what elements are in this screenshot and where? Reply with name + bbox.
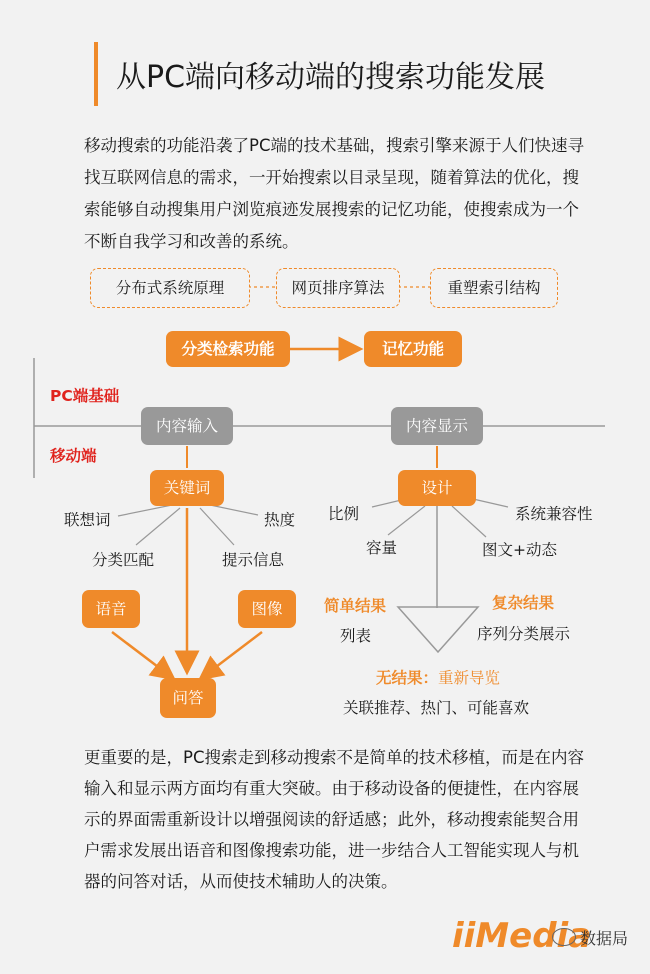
mobile-label: 移动端	[50, 447, 97, 465]
design-box: 设计	[398, 470, 476, 506]
no-result-row	[376, 666, 500, 688]
voice-box: 语音	[82, 590, 140, 628]
foundation-index-structure: 重塑索引结构	[430, 268, 558, 308]
simple-result-title: 简单结果	[324, 597, 387, 615]
keyword-box: 关键词	[150, 470, 224, 506]
category-match-label: 分类匹配	[92, 551, 155, 569]
rich-media-label: 图文+动态	[482, 541, 557, 559]
no-result-action: 重新导览	[438, 669, 501, 687]
hint-info-label: 提示信息	[222, 551, 285, 569]
content-input-stage: 内容输入	[141, 407, 233, 445]
no-result-title: 无结果：	[376, 669, 439, 687]
conclusion-paragraph: 更重要的是，PC搜索走到移动搜索不是简单的技术移植，而是在内容输入和显示两方面均有重大突破。由于移动设备的便捷性，在内容展示的界面需重新设计以增强阅读的舒适感；此外，移动搜索能契合用户需求发展出语音和图像搜索功能，进一步结合人工智能实现人与机器的问答对话，从而使技术辅助人的决策。	[84, 748, 584, 891]
complex-result-desc: 序列分类展示	[477, 625, 571, 643]
associated-words-label: 联想词	[64, 511, 111, 529]
qa-box: 问答	[160, 678, 216, 718]
simple-result-desc: 列表	[340, 627, 372, 645]
popularity-label: 热度	[264, 511, 296, 529]
complex-result-title: 复杂结果	[492, 594, 555, 612]
footer-logo	[452, 914, 642, 964]
foundation-ranking-algorithm: 网页排序算法	[276, 268, 400, 308]
ratio-label: 比例	[328, 505, 360, 523]
foundation-distributed-systems: 分布式系统原理	[90, 268, 250, 308]
no-result-desc: 关联推荐、热门、可能喜欢	[343, 699, 530, 717]
content-display-stage: 内容显示	[391, 407, 483, 445]
pc-foundation-label: PC端基础	[50, 387, 120, 405]
account-name: 数据局	[580, 929, 629, 948]
capacity-label: 容量	[366, 539, 398, 557]
intro-paragraph: 移动搜索的功能沿袭了PC端的技术基础，搜索引擎来源于人们快速寻找互联网信息的需求，一开始搜索以目录呈现，随着算法的优化，搜索能够自动搜集用户浏览痕迹发展搜索的记忆功能，使搜索成为一个不断自我学习和改善的系统。	[84, 136, 584, 251]
classified-search-box: 分类检索功能	[166, 331, 290, 367]
image-box: 图像	[238, 590, 296, 628]
memory-function-box: 记忆功能	[364, 331, 462, 367]
wechat-icon	[552, 928, 576, 946]
page-title: 从PC端向移动端的搜索功能发展	[116, 60, 546, 95]
compatibility-label: 系统兼容性	[515, 505, 593, 523]
iimedia-logo: iiMedia	[452, 916, 592, 956]
